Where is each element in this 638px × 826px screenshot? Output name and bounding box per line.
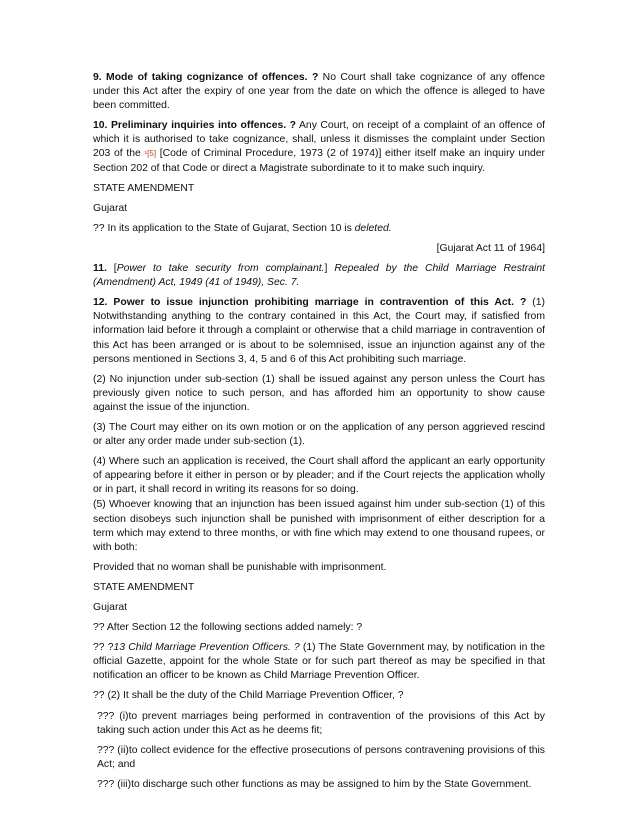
amendment-1-text-italic: deleted. <box>354 222 392 234</box>
section-12-proviso: Provided that no woman shall be punishable with imprisonment. <box>93 561 387 573</box>
state-amendment-heading-2: STATE AMENDMENT <box>93 581 195 593</box>
section-12-sub-3: (3) The Court may either on its own motion or on the application of any person aggrieved rescind or alter any order made under sub-section (1). <box>93 421 545 448</box>
section-10-text-after: [Code of Criminal Procedure, 1973 (2 of 1974)] either itself make an inquiry under Section 202 of that Code or direct a Magistrate subordinate to it to make such inquiry. <box>93 148 545 174</box>
section-12-p1-text: (1) Notwithstanding anything to the contrary contained in this Act, the Court may, if satisfied from information laid before it through a complaint or otherwise that a child marriage in contravention of this Act has been arranged or is about to be solemnised, issue an injunction against any of the persons mentioned in Sections 3, 4, 5 and 6 of this Act prohibiting such marriage. <box>93 297 545 365</box>
section-13-sub-1 <box>93 641 545 683</box>
state-name-2: Gujarat <box>93 602 128 613</box>
section-11-repeal-note: Repealed by the Child Marriage Restraint (Amendment) Act, 1949 (41 of 1949), Sec. 7. <box>93 263 546 289</box>
section-9-text: No Court shall take cognizance of any offence under this Act after the expiry of one year from the date on which the offence is alleged to have been committed. <box>93 72 545 112</box>
amendment-1-text <box>93 222 545 236</box>
section-12-sub-1 <box>93 296 545 366</box>
section-11 <box>93 262 545 290</box>
section-12-sub-2: (2) No injunction under sub-section (1) shall be issued against any person unless the Court has previously given notice to such person, and has afforded him an opportunity to show cause against the issue of the injunction. <box>93 373 545 413</box>
section-12-sub-4: (4) Where such an application is received, the Court shall afford the applicant an early opportunity of appearing before it either in person or by pleader; and if the Court rejects the application wholly or in part, it shall record in writing its reasons for so doing. <box>93 456 545 496</box>
section-11-number: 11. <box>93 263 107 275</box>
section-10-title: 10. Preliminary inquiries into offences. ? <box>93 120 297 132</box>
section-13-text: (1) The State Government may, by notification in the official Gazette, appoint for the whole State or for such part thereof as may be specified in that notification an officer to be known as Child Marriage Prevention Officer. <box>93 642 545 682</box>
section-13-sub-2: ?? (2) It shall be the duty of the Child Marriage Prevention Officer, ? <box>93 690 404 702</box>
section-12-sub-5: (5) Whoever knowing that an injunction has been issued against him under sub-section (1) of this section disobeys such injunction shall be punished with imprisonment of either description for a term which may extend to three months, or with fine which may extend to one thousand rupees, or with both: <box>93 499 545 553</box>
amendment-1-citation: [Gujarat Act 11 of 1964] <box>436 242 545 254</box>
document-page <box>93 71 545 798</box>
amendment-1-text-before: ?? In its application to the State of Gujarat, Section 10 is <box>93 222 355 234</box>
duty-item: ??? (ii)to collect evidence for the effective prosecutions of persons contravening provisions of this Act; and <box>97 744 545 770</box>
section-9 <box>93 71 545 113</box>
amendment-2-intro: ?? After Section 12 the following sections added namely: ? <box>93 622 363 634</box>
section-10-text-before: Any Court, on receipt of a complaint of an offence of which it is authorised to take cognizance, shall, unless it dismisses the complaint under Section 203 of the <box>93 120 545 160</box>
duty-item: ??? (iii)to discharge such other functions as may be assigned to him by the State Government. <box>97 778 532 790</box>
section-11-title: Power to take security from complainant. <box>116 263 325 275</box>
section-10 <box>93 119 545 175</box>
section-13-title: 13 Child Marriage Prevention Officers. ? <box>113 642 300 654</box>
section-11-bracket-close: ] <box>324 263 335 275</box>
section-9-title: 9. Mode of taking cognizance of offences. ? <box>93 72 319 83</box>
duty-item: ??? (i)to prevent marriages being performed in contravention of the provisions of this Act by taking such action under this Act as he deems fit; <box>97 710 545 736</box>
footnote-ref-link[interactable]: ¹[5] <box>144 149 157 159</box>
section-11-bracket-open: [ <box>106 263 117 275</box>
state-amendment-heading-1: STATE AMENDMENT <box>93 182 195 194</box>
section-13-prefix: ?? ? <box>93 642 114 654</box>
section-12-title: 12. Power to issue injunction prohibiting marriage in contravention of this Act. ? <box>93 297 527 309</box>
state-name-1: Gujarat <box>93 202 128 214</box>
